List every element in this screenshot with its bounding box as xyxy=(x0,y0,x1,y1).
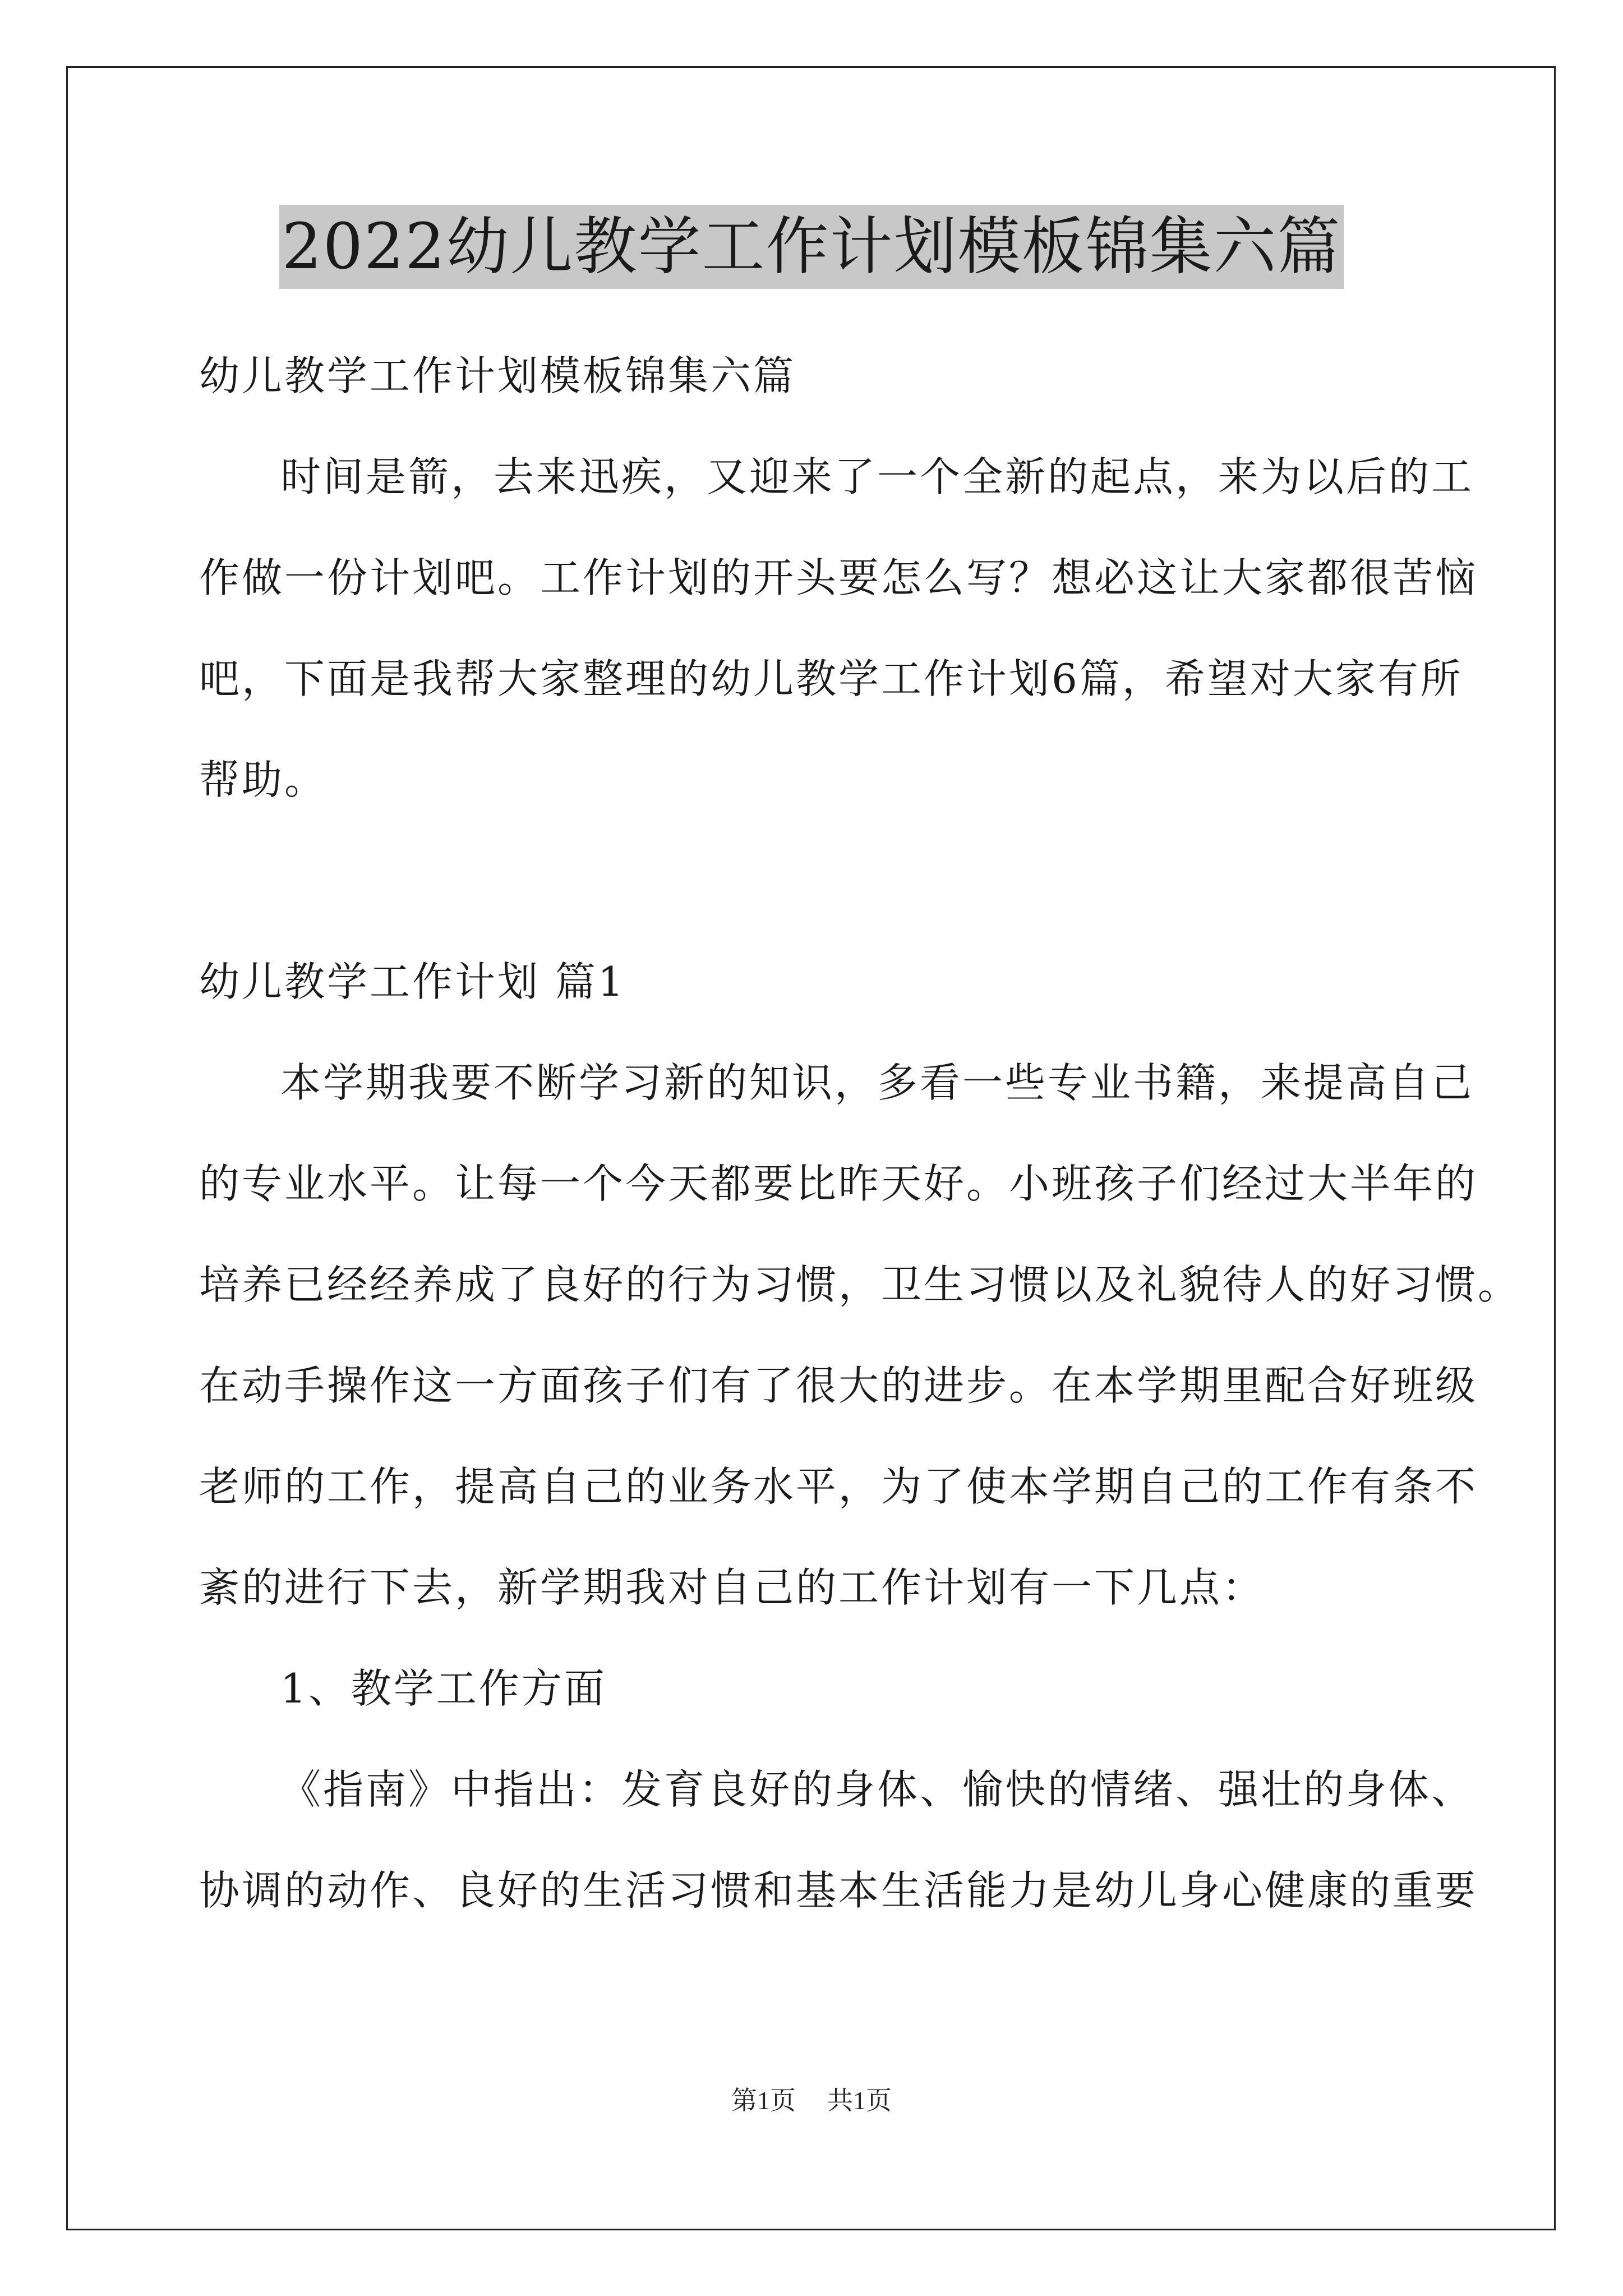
intro-line-4: 帮助。 xyxy=(199,756,328,803)
section-heading: 幼儿教学工作计划 篇1 xyxy=(199,958,626,1005)
section-line-2: 的专业水平。让每一个今天都要比昨天好。小班孩子们经过大半年的 xyxy=(199,1160,1478,1207)
document-title-text: 2022幼儿教学工作计划模板锦集六篇 xyxy=(279,205,1343,289)
page-footer xyxy=(0,2084,1623,2118)
section-line-3: 培养已经经养成了良好的行为习惯，卫生习惯以及礼貌待人的好习惯。 xyxy=(199,1261,1521,1308)
guide-line-1: 《指南》中指出：发育良好的身体、愉快的情绪、强壮的身体、 xyxy=(280,1766,1474,1813)
section-line-4: 在动手操作这一方面孩子们有了很大的进步。在本学期里配合好班级 xyxy=(199,1362,1478,1409)
intro-line-2: 作做一份计划吧。工作计划的开头要怎么写？想必这让大家都很苦恼 xyxy=(199,554,1478,601)
item-heading: 1、教学工作方面 xyxy=(280,1665,607,1712)
document-subtitle: 幼儿教学工作计划模板锦集六篇 xyxy=(199,352,796,399)
page-number-current: 第1页 xyxy=(731,2086,796,2115)
section-line-6: 紊的进行下去，新学期我对自己的工作计划有一下几点： xyxy=(199,1564,1265,1611)
guide-line-2: 协调的动作、良好的生活习惯和基本生活能力是幼儿身心健康的重要 xyxy=(199,1867,1478,1914)
section-line-5: 老师的工作，提高自己的业务水平，为了使本学期自己的工作有条不 xyxy=(199,1463,1478,1510)
section-line-1: 本学期我要不断学习新的知识，多看一些专业书籍，来提高自己 xyxy=(280,1059,1474,1106)
page-number-total: 共1页 xyxy=(827,2086,892,2115)
intro-line-3: 吧，下面是我帮大家整理的幼儿教学工作计划6篇，希望对大家有所 xyxy=(199,655,1463,702)
document-title xyxy=(0,205,1623,289)
intro-line-1: 时间是箭，去来迅疾，又迎来了一个全新的起点，来为以后的工 xyxy=(280,453,1474,500)
